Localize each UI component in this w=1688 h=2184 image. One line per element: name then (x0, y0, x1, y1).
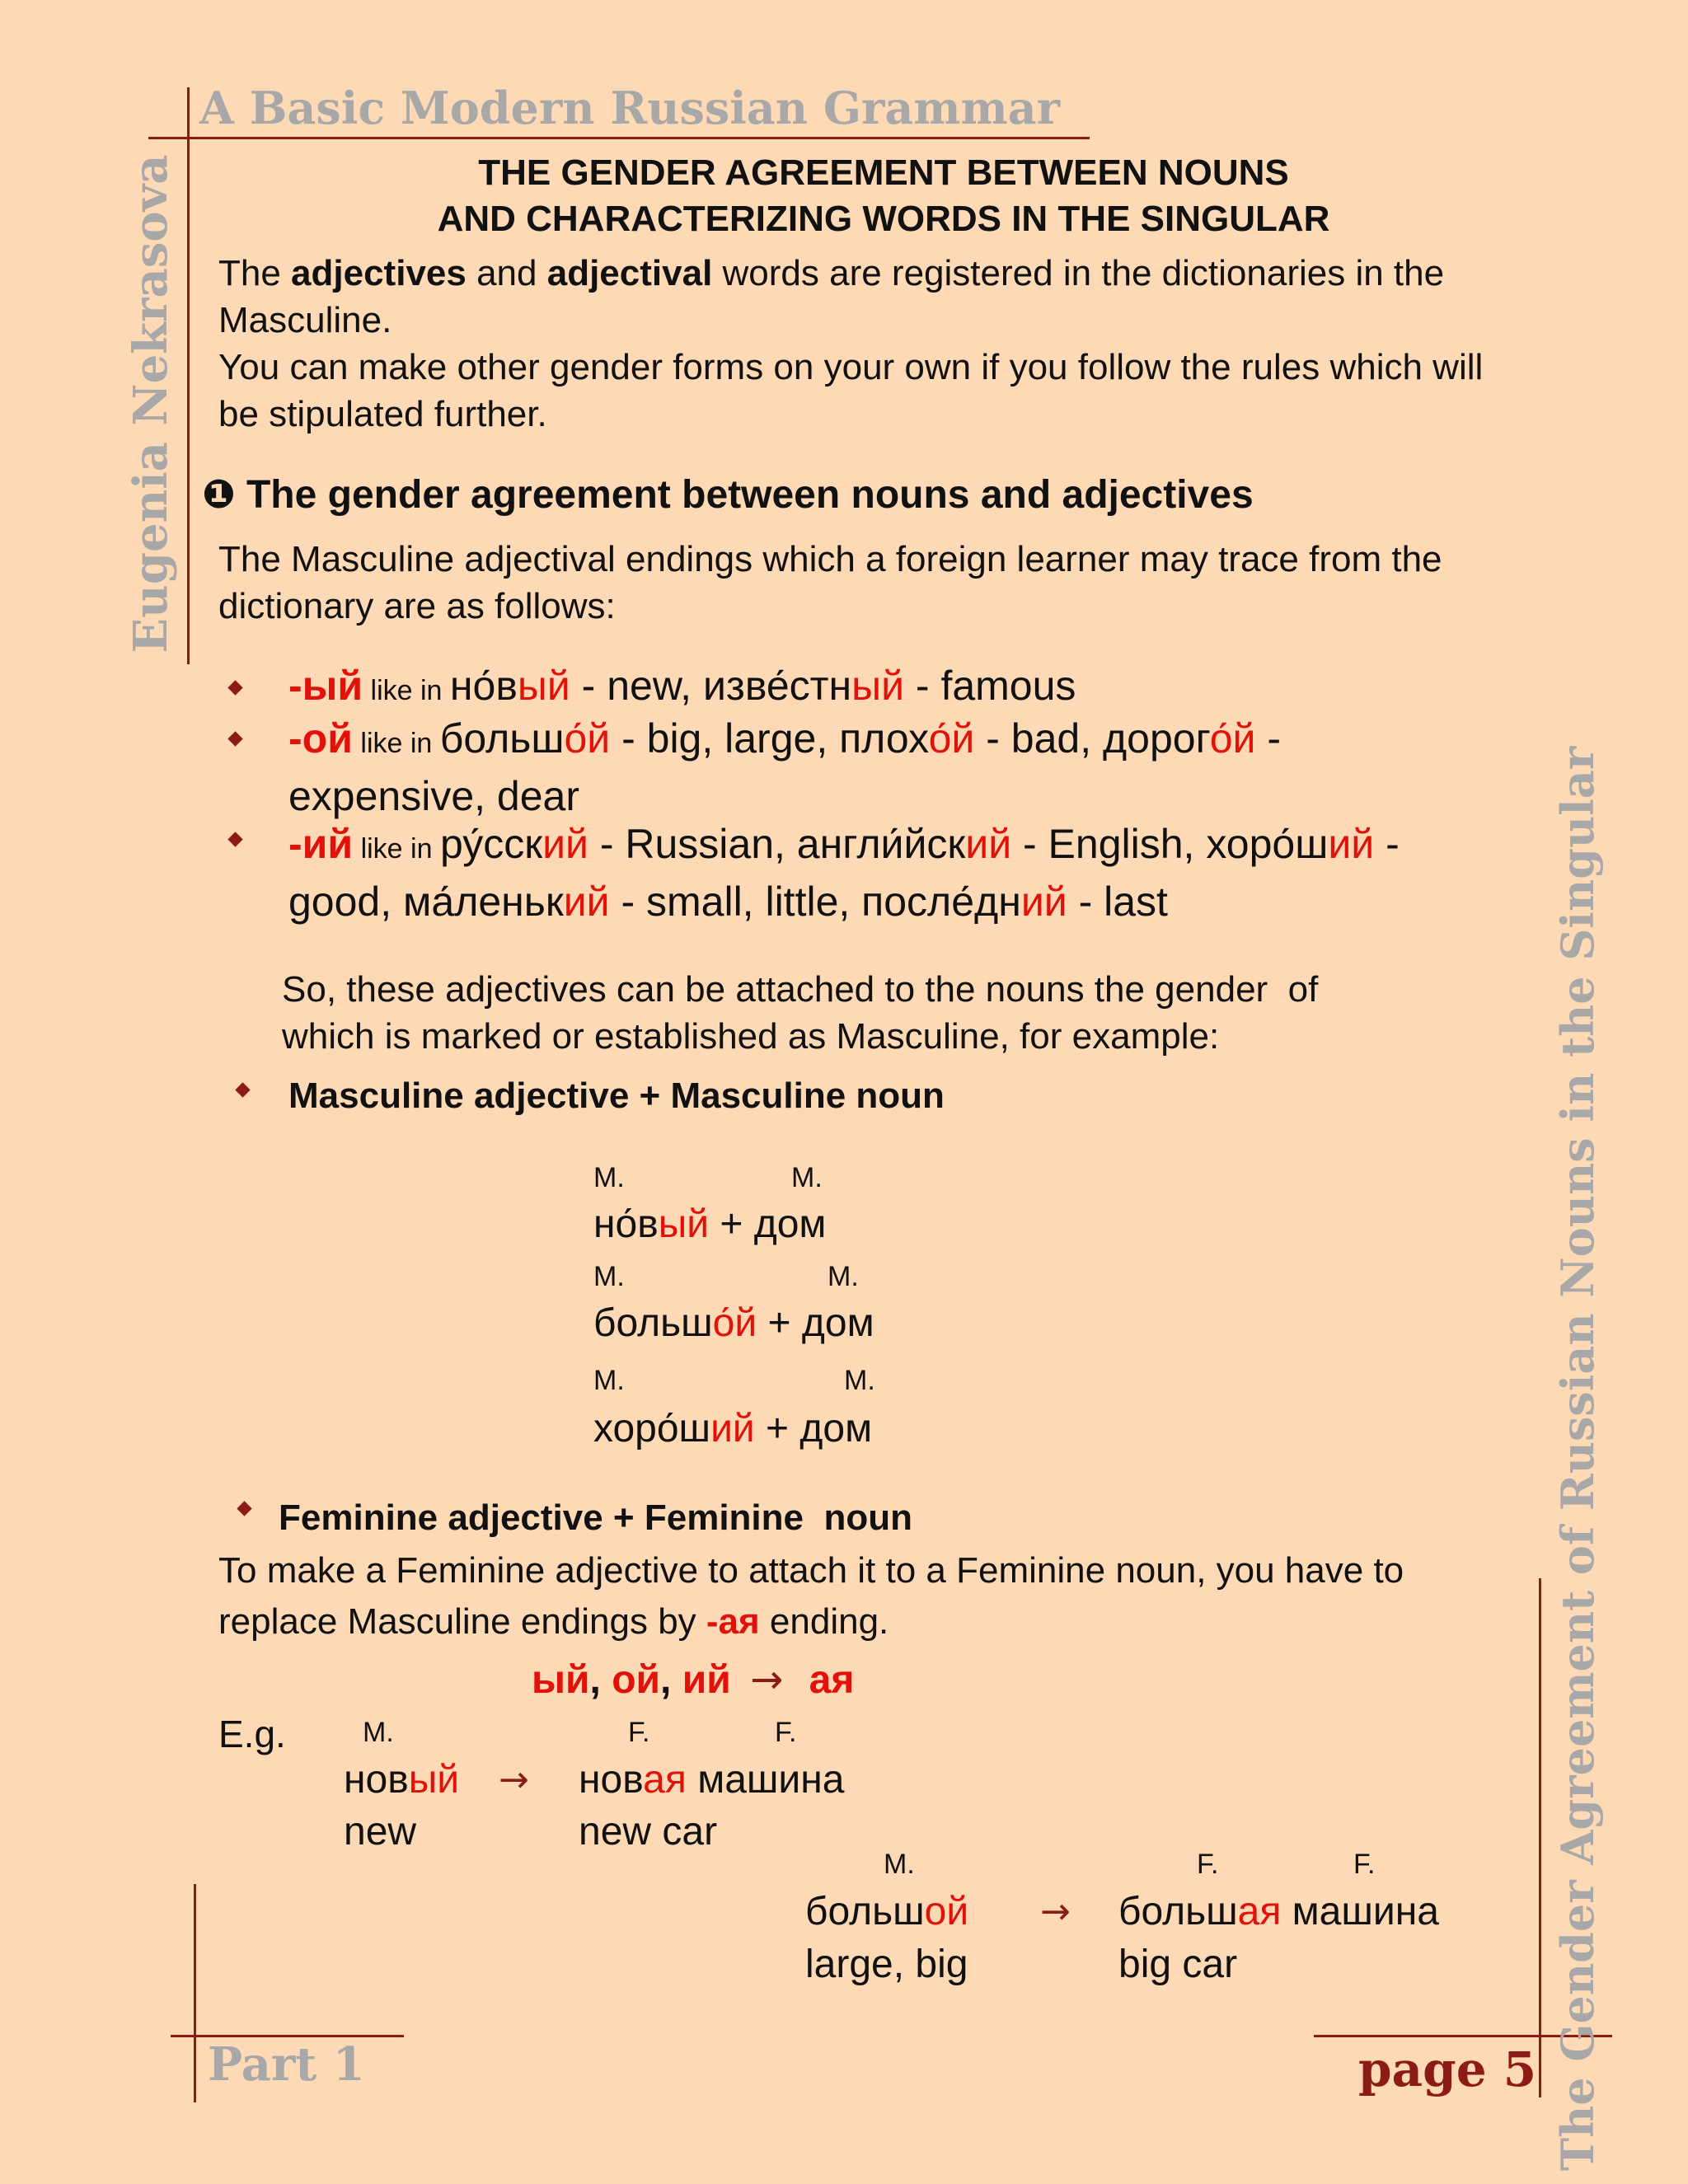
gender-mark-m: M. (884, 1849, 915, 1880)
ending-label: -ый (288, 663, 363, 709)
word-stem: но́в (449, 663, 518, 709)
intro-line-2: Masculine. (218, 300, 392, 340)
gender-mark-f: F. (1353, 1849, 1376, 1880)
feminine-rule: Feminine adjective + Feminine noun (279, 1497, 912, 1538)
bullet-icon (227, 731, 242, 746)
gender-mark-m: M. (844, 1365, 875, 1396)
word-stem: хоро́ш (593, 1407, 711, 1451)
feminine-paragraph (218, 1544, 1554, 1645)
so-paragraph (282, 966, 1318, 1060)
word-text: машина (686, 1758, 845, 1802)
bullet-icon (237, 1501, 251, 1516)
bullet-icon (235, 1082, 250, 1097)
word-ending: о́й (928, 715, 975, 762)
ending: ой (612, 1658, 661, 1702)
word-stem: нов (344, 1758, 409, 1802)
arrow-right-icon: → (750, 1657, 784, 1703)
gender-mark-m: M. (593, 1261, 625, 1292)
comma: , (589, 1658, 601, 1702)
word-ending: ий (965, 821, 1012, 867)
word-ending: ой (924, 1890, 969, 1933)
section-heading (202, 468, 1254, 522)
list-item-oi (288, 712, 1281, 823)
section-title: The gender agreement between nouns and adjectives (246, 473, 1254, 517)
word-text: - Russian, англи́йск (588, 821, 966, 867)
word-ending: ый (851, 663, 905, 709)
bullet-icon (227, 832, 242, 846)
intro-text: words are registered in the dictionaries in the (712, 253, 1445, 293)
ending: ый (532, 1658, 590, 1702)
word-stem: больш (1118, 1890, 1238, 1933)
gender-mark-f: F. (775, 1717, 797, 1748)
word-ending: ий (563, 879, 610, 925)
translation-new: new (344, 1810, 417, 1854)
page-title (190, 150, 1578, 242)
word-text: - new, изве́стн (570, 663, 852, 709)
frame-right-line (1539, 1578, 1541, 2097)
word-stem: больш (439, 715, 565, 762)
word-text: + дом (757, 1301, 874, 1345)
ending-aya: -ая (706, 1601, 760, 1642)
word-stem: но́в (593, 1202, 659, 1246)
list-item-ii-line-2 (288, 875, 1400, 928)
word-stem: больш (593, 1301, 713, 1345)
word-stem: ру́сск (439, 821, 543, 867)
ending: ий (682, 1658, 731, 1702)
intro-text: and (466, 253, 547, 293)
section-intro-line-1: The Masculine adjectival endings which a foreign learner may trace from the (218, 539, 1442, 579)
word-ending: ий (542, 821, 588, 867)
gender-mark-m: M. (828, 1261, 859, 1292)
author-name: Eugenia Nekrasova (124, 154, 178, 654)
word-text: - last (1067, 879, 1168, 925)
intro-line-4: be stipulated further. (218, 394, 547, 434)
ending-label: -ой (288, 715, 353, 762)
word-ending: о́й (1209, 715, 1256, 762)
arrow-right-icon: → (1040, 1891, 1071, 1933)
eg-label: E.g. (218, 1713, 286, 1755)
arrow-right-icon: → (499, 1759, 529, 1801)
bullet-icon (227, 680, 242, 695)
feminine-line-1: To make a Feminine adjective to attach it to a Feminine noun, you have to (218, 1550, 1404, 1591)
ending-label: -ий (288, 821, 354, 867)
translation-big-car: big car (1118, 1943, 1238, 1986)
example-novaya-mashina (579, 1755, 844, 1805)
word-ending: ая (643, 1758, 687, 1802)
comma: , (660, 1658, 672, 1702)
word-ending: ый (658, 1202, 710, 1246)
translation-large-big: large, big (805, 1943, 968, 1986)
list-item-ii-line-1 (288, 818, 1400, 875)
text: ending. (759, 1601, 889, 1642)
intro-paragraph (218, 250, 1554, 438)
word-ending: ий (1328, 821, 1375, 867)
word-ending: ая (1237, 1890, 1282, 1933)
word-ending: ый (517, 663, 570, 709)
word-text: - (1255, 715, 1282, 762)
example-bolshoi (805, 1887, 968, 1937)
ending-formula (532, 1655, 854, 1705)
section-intro (218, 536, 1554, 630)
side-title: The Gender Agreement of Russian Nouns in the Singular (1551, 746, 1604, 2172)
footer-page-number: page 5 (1358, 2041, 1537, 2097)
translation-new-car: new car (579, 1810, 718, 1854)
frame-bottom-left-v (194, 1884, 196, 2102)
so-line-1: So, these adjectives can be attached to the nouns the gender of (282, 969, 1319, 1010)
book-title: A Basic Modern Russian Grammar (199, 82, 1061, 134)
page-title-line-2: AND CHARACTERIZING WORDS IN THE SINGULAR (437, 199, 1330, 239)
word-text: - bad, дорог (974, 715, 1210, 762)
list-item-oi-line-2: expensive, dear (288, 773, 580, 819)
like-text: like in (352, 728, 440, 759)
so-line-2: which is marked or established as Masculine, for example: (282, 1016, 1220, 1057)
section-number-icon: ❶ (202, 471, 236, 518)
word-text: + дом (754, 1407, 873, 1451)
word-ending: ый (408, 1758, 460, 1802)
page-title-line-1: THE GENDER AGREEMENT BETWEEN NOUNS (478, 152, 1289, 193)
like-text: like in (353, 833, 440, 865)
example-novyi-dom (593, 1200, 826, 1249)
intro-term-adjectival: adjectival (546, 253, 713, 293)
example-bolshoi-dom (593, 1299, 874, 1348)
intro-text: The (218, 253, 292, 293)
word-text: - (1374, 821, 1400, 867)
example-khoroshii-dom (593, 1404, 872, 1454)
word-text: - big, large, плох (610, 715, 929, 762)
word-text: машина (1281, 1890, 1439, 1933)
word-text: - famous (904, 663, 1076, 709)
like-text: like in (363, 675, 450, 706)
intro-term-adjectives: adjectives (291, 253, 467, 293)
intro-line-1 (218, 250, 1554, 297)
gender-mark-m: M. (363, 1717, 394, 1748)
masculine-rule: Masculine adjective + Masculine noun (288, 1076, 945, 1116)
intro-line-3: You can make other gender forms on your own if you follow the rules which will (218, 347, 1484, 387)
gender-mark-m: M. (593, 1162, 625, 1193)
word-stem: нов (579, 1758, 644, 1802)
ending: ая (809, 1658, 855, 1702)
example-novyi (344, 1755, 459, 1805)
gender-mark-m: M. (791, 1162, 823, 1193)
gender-mark-f: F. (628, 1717, 650, 1748)
text: replace Masculine endings by (218, 1601, 706, 1642)
feminine-line-2 (218, 1598, 1554, 1645)
list-item-yi (288, 659, 1076, 717)
word-text: good, ма́леньк (288, 879, 564, 925)
word-ending: о́й (712, 1301, 757, 1345)
list-item-ii (288, 818, 1400, 928)
gender-mark-f: F. (1197, 1849, 1219, 1880)
word-stem: больш (805, 1890, 925, 1933)
word-ending: ий (710, 1407, 755, 1451)
frame-top-line (148, 137, 1090, 139)
word-ending: ий (1020, 879, 1067, 925)
gender-mark-m: M. (593, 1365, 625, 1396)
list-item-oi-line-1 (288, 712, 1281, 770)
word-text: - small, little, после́дн (609, 879, 1021, 925)
word-ending: о́й (564, 715, 611, 762)
footer-part: Part 1 (208, 2037, 365, 2092)
word-text: - English, хоро́ш (1011, 821, 1329, 867)
example-bolshaya-mashina (1118, 1887, 1439, 1937)
word-text: + дом (709, 1202, 827, 1246)
section-intro-line-2: dictionary are as follows: (218, 586, 616, 626)
